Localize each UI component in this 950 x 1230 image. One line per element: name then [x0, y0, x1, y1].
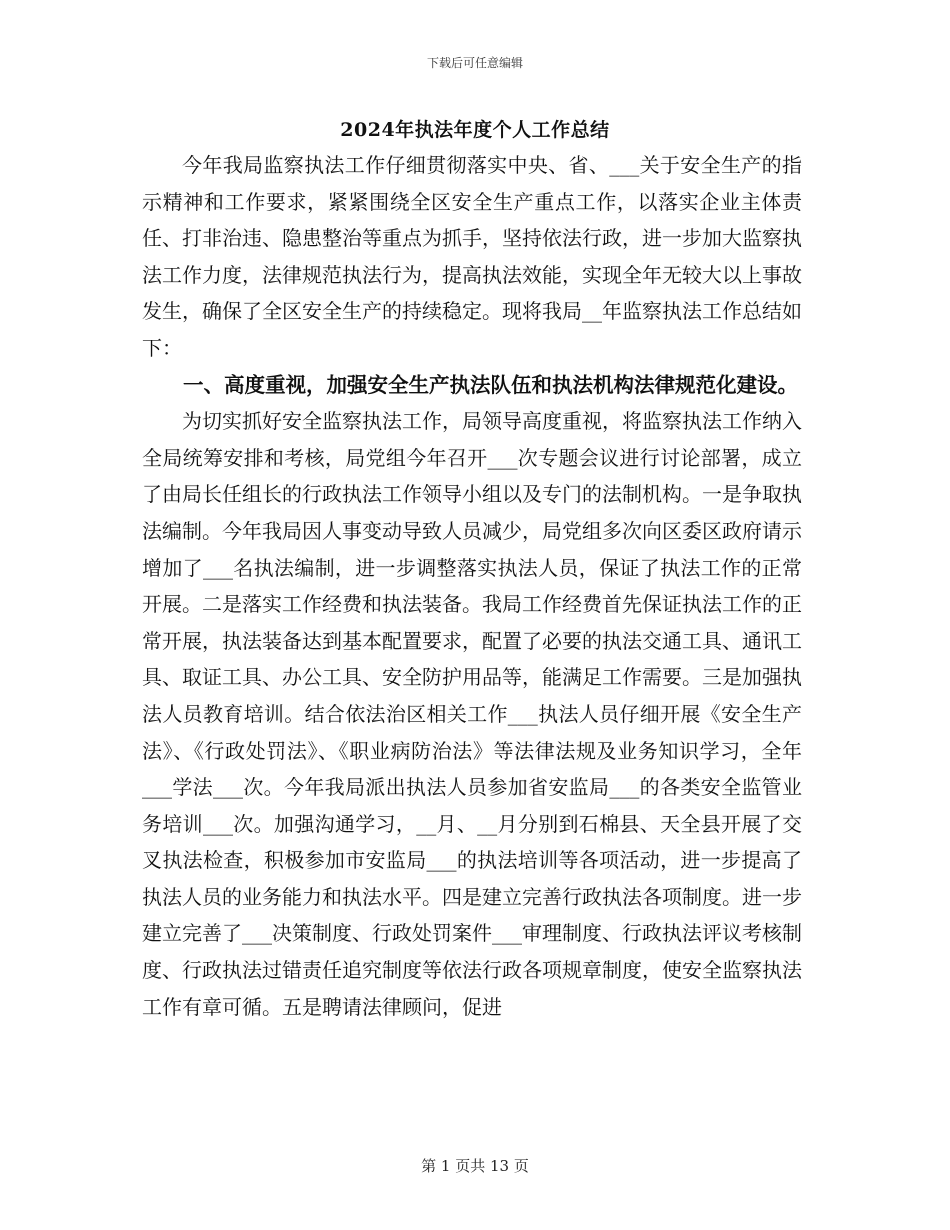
document-body	[142, 147, 802, 1025]
section-1-heading: 一、高度重视，加强安全生产执法队伍和执法机构法律规范化建设。	[183, 372, 798, 397]
page-number-footer: 第 1 页共 13 页	[421, 1157, 529, 1175]
intro-paragraph: 今年我局监察执法工作仔细贯彻落实中央、省、___关于安全生产的指示精神和工作要求，紧紧围绕全区安全生产重点工作，以落实企业主体责任、打非治违、隐患整治等重点为抓手，坚持依法行政，进一步加大监察执法工作力度，法律规范执法行为，提高执法效能，实现全年无较大以上事故发生，确保了全区安全生产的持续稳定。现将我局__年监察执法工作总结如下：	[142, 153, 802, 360]
document-title: 2024年执法年度个人工作总结	[340, 119, 610, 141]
page-header-note: 下载后可任意编辑	[426, 56, 523, 70]
section-1-paragraph: 为切实抓好安全监察执法工作，局领导高度重视，将监察执法工作纳入全局统筹安排和考核，局党组今年召开___次专题会议进行讨论部署，成立了由局长任组长的行政执法工作领导小组以及专门的法制机构。一是争取执法编制。今年我局因人事变动导致人员减少，局党组多次向区委区政府请示增加了___名执法编制，进一步调整落实执法人员，保证了执法工作的正常开展。二是落实工作经费和执法装备。我局工作经费首先保证执法工作的正常开展，执法装备达到基本配置要求，配置了必要的执法交通工具、通讯工具、取证工具、办公工具、安全防护用品等，能满足工作需要。三是加强执法人员教育培训。结合依法治区相关工作___执法人员仔细开展《安全生产法》、《行政处罚法》、《职业病防治法》等法律法规及业务知识学习，全年___学法___次。今年我局派出执法人员参加省安监局___的各类安全监管业务培训___次。加强沟通学习，__月、__月分别到石棉县、天全县开展了交叉执法检查，积极参加市安监局___的执法培训等各项活动，进一步提高了执法人员的业务能力和执法水平。四是建立完善行政执法各项制度。进一步建立完善了___决策制度、行政处罚案件___审理制度、行政执法评议考核制度、行政执法过错责任追究制度等依法行政各项规章制度，使安全监察执法工作有章可循。五是聘请法律顾问，促进	[142, 409, 802, 1019]
